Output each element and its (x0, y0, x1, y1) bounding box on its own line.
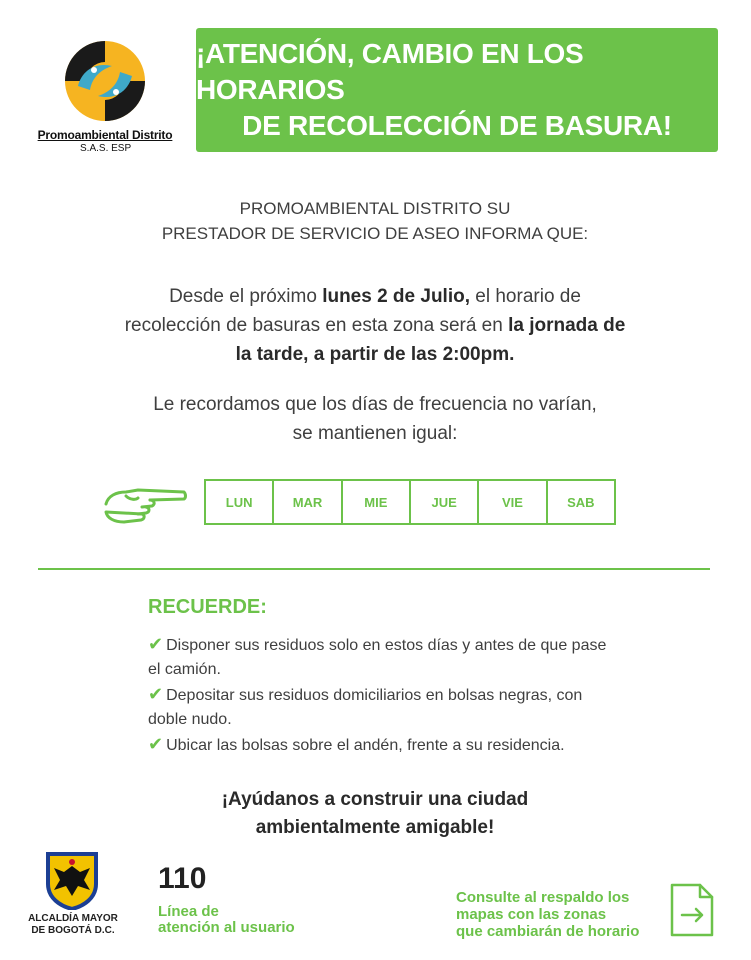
section-divider (38, 568, 710, 570)
company-suffix: S.A.S. ESP (80, 143, 132, 154)
document-arrow-icon (670, 883, 714, 937)
consulte-line-3: que cambiarán de horario (456, 923, 640, 940)
schedule-change-paragraph (120, 282, 630, 369)
frequency-reminder: Le recordamos que los días de frecuencia no varían, se mantienen igual: (153, 394, 597, 444)
company-name: Promoambiental Distrito (37, 128, 173, 142)
day-jue: JUE (411, 481, 479, 523)
day-lun: LUN (206, 481, 274, 523)
day-mar: MAR (274, 481, 342, 523)
intro-text (150, 196, 600, 246)
alcaldia-line-1: ALCALDÍA MAYOR (28, 913, 118, 924)
phone-label (158, 904, 295, 936)
slogan-line-1: ¡Ayúdanos a construir una ciudad (221, 789, 529, 810)
day-mie: MIE (343, 481, 411, 523)
check-icon: ✔ (148, 734, 164, 754)
day-sab: SAB (567, 494, 595, 510)
list-item (148, 682, 618, 732)
para1-time: la jornada de la tarde, a partir de las 2:00pm. (235, 315, 626, 365)
recuerde-title: RECUERDE: (148, 596, 267, 618)
phone-number: 110 (158, 862, 207, 895)
logo-mark-icon (64, 40, 146, 122)
check-icon: ✔ (148, 684, 164, 704)
slogan-line-2: ambientalmente amigable! (255, 817, 495, 838)
para1-date: lunes 2 de Julio, (322, 286, 471, 307)
para1-text-1: Desde el próximo (169, 286, 323, 307)
phone-label-line-2: atención al usuario (158, 919, 295, 936)
bogota-shield-icon (46, 852, 98, 910)
list-item (148, 632, 618, 682)
consulte-text (456, 889, 639, 940)
pointing-hand-icon (102, 482, 188, 528)
consulte-line-2: mapas con las zonas (456, 906, 607, 923)
tip-text: Depositar sus residuos domiciliarios en bolsas negras, con doble nudo. (148, 687, 583, 728)
alcaldia-label (18, 913, 128, 937)
check-icon: ✔ (148, 634, 164, 654)
banner-line-1: ¡ATENCIÓN, CAMBIO EN LOS HORARIOS (196, 38, 584, 105)
intro-line-1: PROMOAMBIENTAL DISTRITO SU (239, 199, 511, 218)
list-item (148, 732, 618, 758)
consulte-line-1: Consulte al respaldo los (456, 889, 630, 906)
tip-text: Ubicar las bolsas sobre el andén, frente a su residencia. (166, 737, 565, 754)
banner-line-2: DE RECOLECCIÓN DE BASURA! (242, 110, 672, 141)
tip-text: Disponer sus residuos solo en estos días y antes de que pase el camión. (148, 637, 607, 678)
alcaldia-line-2: DE BOGOTÁ D.C. (31, 925, 115, 936)
phone-label-line-1: Línea de (158, 903, 219, 920)
intro-line-2: PRESTADOR DE SERVICIO DE ASEO INFORMA QUE: (161, 224, 589, 243)
company-logo (30, 40, 180, 154)
slogan (150, 786, 600, 842)
para1-text-2: el horario de recolección de basuras en esta zona será en (124, 286, 581, 336)
collection-days (204, 479, 616, 525)
reminder-list (148, 632, 618, 758)
day-vie: VIE (479, 481, 547, 523)
headline-banner (196, 28, 718, 152)
